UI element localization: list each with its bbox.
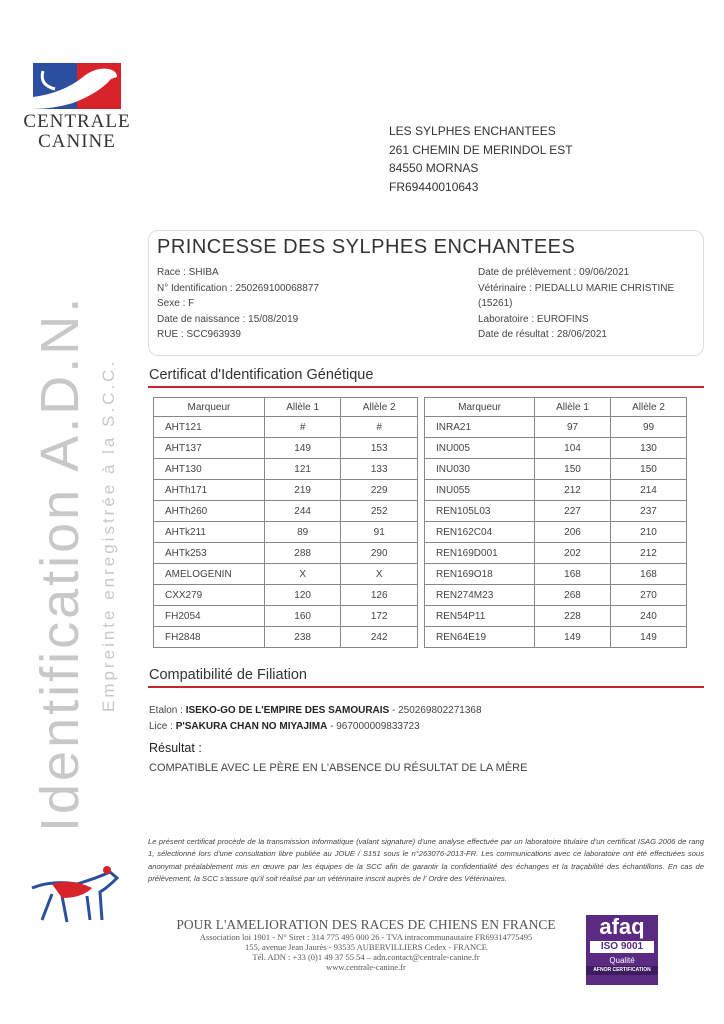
afaq-iso: ISO 9001 xyxy=(590,941,654,953)
allele-cell: 227 xyxy=(535,501,611,522)
dog-info-left xyxy=(157,265,457,343)
table-row xyxy=(154,501,418,522)
allele-cell: 149 xyxy=(535,627,611,648)
logo-text-line2: CANINE xyxy=(38,131,116,152)
table-row xyxy=(154,459,418,480)
marker-cell: CXX279 xyxy=(154,585,265,606)
allele-cell: 228 xyxy=(535,606,611,627)
table-row xyxy=(425,522,687,543)
afaq-iso-badge xyxy=(586,915,658,985)
table-row xyxy=(425,417,687,438)
marker-cell: REN169D001 xyxy=(425,543,535,564)
marker-cell: FH2848 xyxy=(154,627,265,648)
dog-name: PRINCESSE DES SYLPHES ENCHANTEES xyxy=(157,236,576,258)
sexe: Sexe : F xyxy=(157,298,195,309)
table-row xyxy=(154,522,418,543)
owner-city: 84550 MORNAS xyxy=(389,161,479,175)
race: Race : SHIBA xyxy=(157,267,219,278)
table-row xyxy=(425,480,687,501)
allele-cell: 97 xyxy=(535,417,611,438)
section-rule xyxy=(148,686,704,688)
table-row xyxy=(154,480,418,501)
allele-cell: 229 xyxy=(341,480,418,501)
allele-cell: 149 xyxy=(264,438,341,459)
birth-date: Date de naissance : 15/08/2019 xyxy=(157,313,299,325)
allele-cell: 252 xyxy=(341,501,418,522)
afaq-quality: Qualité xyxy=(609,956,635,965)
allele-cell: 219 xyxy=(264,480,341,501)
marker-cell: REN64E19 xyxy=(425,627,535,648)
table-row xyxy=(425,543,687,564)
allele-cell: X xyxy=(264,564,341,585)
column-header: Marqueur xyxy=(425,398,535,417)
allele-cell: 130 xyxy=(611,438,687,459)
afaq-brand: afaq xyxy=(599,914,645,939)
marker-cell: AHTk211 xyxy=(154,522,265,543)
marker-cell: AMELOGENIN xyxy=(154,564,265,585)
allele-cell: 290 xyxy=(341,543,418,564)
genetic-section-title: Certificat d'Identification Génétique xyxy=(149,367,374,383)
filiation-parents xyxy=(149,703,705,735)
marker-cell: AHTh171 xyxy=(154,480,265,501)
allele-cell: 268 xyxy=(535,585,611,606)
identification: N° Identification : 250269100068877 xyxy=(157,282,319,294)
allele-cell: 202 xyxy=(535,543,611,564)
markers-table-right xyxy=(424,397,687,648)
allele-cell: X xyxy=(341,564,418,585)
allele-cell: 172 xyxy=(341,606,418,627)
table-row xyxy=(154,438,418,459)
marker-cell: INU055 xyxy=(425,480,535,501)
owner-address xyxy=(389,122,573,196)
laboratory: Laboratoire : EUROFINS xyxy=(478,313,589,325)
dam xyxy=(149,719,705,735)
column-header: Marqueur xyxy=(154,398,265,417)
vertical-subtitle: Empreinte enregistrée à la S.C.C. xyxy=(99,358,118,712)
owner-name: LES SYLPHES ENCHANTEES xyxy=(389,124,556,138)
table-header-row xyxy=(425,398,687,417)
markers-table-left xyxy=(153,397,418,648)
centrale-canine-logo xyxy=(33,63,121,109)
allele-cell: # xyxy=(264,417,341,438)
allele-cell: # xyxy=(341,417,418,438)
marker-cell: REN162C04 xyxy=(425,522,535,543)
footer xyxy=(150,918,582,972)
marker-cell: AHTh260 xyxy=(154,501,265,522)
allele-cell: 168 xyxy=(611,564,687,585)
table-row xyxy=(154,627,418,648)
allele-cell: 104 xyxy=(535,438,611,459)
footer-line2: 155, avenue Jean Jaurès - 93535 AUBERVILLIERS Cedex - FRANCE xyxy=(244,942,487,952)
result-label: Résultat : xyxy=(149,741,202,755)
table-row xyxy=(154,585,418,606)
allele-cell: 150 xyxy=(611,459,687,480)
afaq-cert: AFNOR CERTIFICATION xyxy=(586,966,658,975)
marker-cell: AHT137 xyxy=(154,438,265,459)
legal-notice: Le présent certificat procède de la transmission informatique (valant signature) d'une analyse effectuée par un laboratoire titulaire d'un certificat ISAG 2006 de rang 1, sélectionné lors d'une consultation libre publiée au JOUE / S151 sous le n°263076-2013-FR. Les communications avec ce laboratoire ont été effectuées sous anonymat préalablement mis en œuvre par les équipes de la SCC afin de garantir la confidentialité des échanges et la traçabilité des échantillons. En cas de prélèvement, la SCC s'assure qu'il soit réalisé par un vétérinaire inscrit auprès de l' Ordre des Vétérinaires. xyxy=(148,837,704,883)
table-row xyxy=(425,606,687,627)
allele-cell: 288 xyxy=(264,543,341,564)
table-row xyxy=(425,627,687,648)
allele-cell: 237 xyxy=(611,501,687,522)
owner-code: FR69440010643 xyxy=(389,179,479,194)
allele-cell: 212 xyxy=(535,480,611,501)
allele-cell: 206 xyxy=(535,522,611,543)
allele-cell: 242 xyxy=(341,627,418,648)
dog-illustration xyxy=(22,858,122,928)
marker-cell: REN105L03 xyxy=(425,501,535,522)
sire-id: - 250269802271368 xyxy=(389,705,482,716)
sire-label: Etalon : xyxy=(149,705,186,716)
marker-cell: REN274M23 xyxy=(425,585,535,606)
section-rule xyxy=(148,386,704,388)
allele-cell: 160 xyxy=(264,606,341,627)
footer-line1: Association loi 1901 - N° Siret : 314 775 495 000 26 - TVA intracommunautaire FR69314775495 xyxy=(199,932,533,942)
column-header: Allèle 1 xyxy=(535,398,611,417)
allele-cell: 89 xyxy=(264,522,341,543)
table-row xyxy=(154,564,418,585)
allele-cell: 120 xyxy=(264,585,341,606)
column-header: Allèle 2 xyxy=(341,398,418,417)
website-link[interactable]: www.centrale-canine.fr xyxy=(326,962,406,972)
table-header-row xyxy=(154,398,418,417)
allele-cell: 238 xyxy=(264,627,341,648)
logo-text xyxy=(22,112,132,152)
vertical-title: Identification A.D.N. xyxy=(30,294,90,832)
filiation-section-title: Compatibilité de Filiation xyxy=(149,667,307,683)
marker-cell: FH2054 xyxy=(154,606,265,627)
rue: RUE : SCC963939 xyxy=(157,329,241,340)
table-row xyxy=(425,585,687,606)
dog-info-right xyxy=(478,265,702,343)
sample-date: Date de prélèvement : 09/06/2021 xyxy=(478,267,630,278)
allele-cell: 168 xyxy=(535,564,611,585)
allele-cell: 212 xyxy=(611,543,687,564)
allele-cell: 150 xyxy=(535,459,611,480)
allele-cell: 149 xyxy=(611,627,687,648)
table-row xyxy=(425,564,687,585)
allele-cell: 214 xyxy=(611,480,687,501)
table-row xyxy=(154,543,418,564)
allele-cell: 91 xyxy=(341,522,418,543)
sire-name: ISEKO-GO DE L'EMPIRE DES SAMOURAIS xyxy=(185,705,390,716)
marker-cell: AHT121 xyxy=(154,417,265,438)
logo-text-line1: CENTRALE xyxy=(23,111,131,132)
allele-cell: 133 xyxy=(341,459,418,480)
dam-label: Lice : xyxy=(149,721,176,732)
marker-cell: INU005 xyxy=(425,438,535,459)
table-row xyxy=(425,459,687,480)
allele-cell: 210 xyxy=(611,522,687,543)
owner-street: 261 CHEMIN DE MERINDOL EST xyxy=(389,142,573,157)
table-row xyxy=(425,438,687,459)
marker-cell: AHTk253 xyxy=(154,543,265,564)
veterinarian-number: (15261) xyxy=(478,298,513,309)
allele-cell: 240 xyxy=(611,606,687,627)
table-row xyxy=(425,501,687,522)
allele-cell: 99 xyxy=(611,417,687,438)
result-text: COMPATIBLE AVEC LE PÈRE EN L'ABSENCE DU RÉSULTAT DE LA MÈRE xyxy=(149,762,528,774)
column-header: Allèle 2 xyxy=(611,398,687,417)
footer-line3: Tél. ADN : +33 (0)1 49 37 55 54 – adn.contact@centrale-canine.fr xyxy=(252,952,480,962)
allele-cell: 153 xyxy=(341,438,418,459)
allele-cell: 270 xyxy=(611,585,687,606)
result-date: Date de résultat : 28/06/2021 xyxy=(478,329,607,340)
column-header: Allèle 1 xyxy=(264,398,341,417)
marker-cell: AHT130 xyxy=(154,459,265,480)
marker-cell: REN54P11 xyxy=(425,606,535,627)
footer-motto: POUR L'AMELIORATION DES RACES DE CHIENS EN FRANCE xyxy=(176,917,556,932)
marker-cell: INRA21 xyxy=(425,417,535,438)
veterinarian: Vétérinaire : PIEDALLU MARIE CHRISTINE xyxy=(478,282,675,294)
table-row xyxy=(154,417,418,438)
allele-cell: 126 xyxy=(341,585,418,606)
marker-cell: INU030 xyxy=(425,459,535,480)
dam-id: - 967000009833723 xyxy=(327,721,420,732)
sire xyxy=(149,703,705,719)
table-row xyxy=(154,606,418,627)
allele-cell: 244 xyxy=(264,501,341,522)
dam-name: P'SAKURA CHAN NO MIYAJIMA xyxy=(175,721,328,732)
marker-cell: REN169O18 xyxy=(425,564,535,585)
allele-cell: 121 xyxy=(264,459,341,480)
